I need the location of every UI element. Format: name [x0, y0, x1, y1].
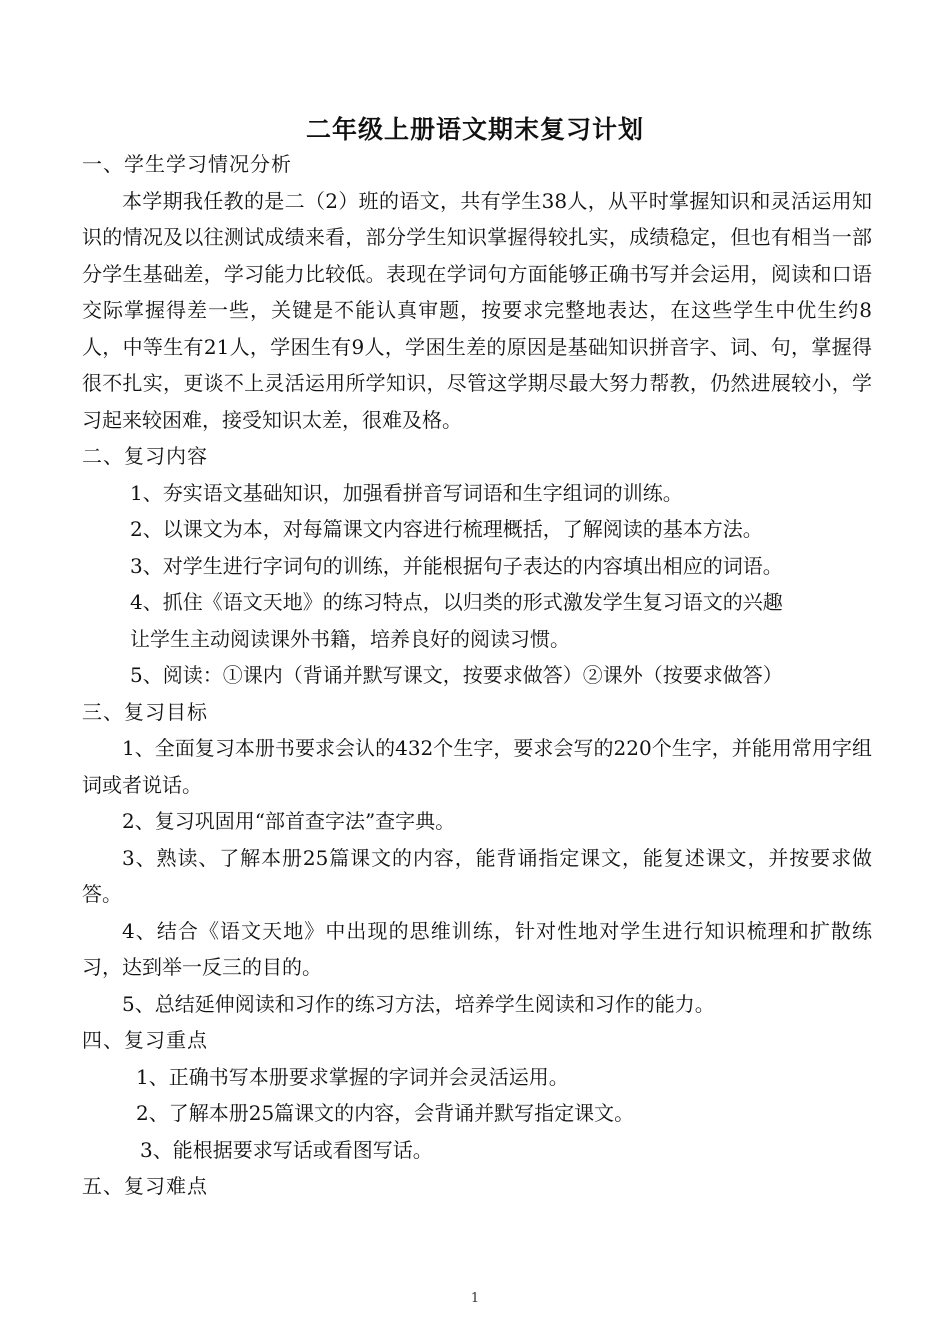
- content-item-2: 2、以课文为本，对每篇课文内容进行梳理概括，了解阅读的基本方法。: [130, 517, 763, 541]
- section-heading-content: 二、复习内容: [82, 444, 208, 468]
- goal-item-4: 4、结合《语文天地》中出现的思维训练，针对性地对学生进行知识梳理和扩散练习，达到举一反三的目的。: [82, 918, 872, 979]
- key-point-item-3: 3、能根据要求写话或看图写话。: [140, 1137, 433, 1162]
- page-number: 1: [470, 1291, 480, 1306]
- content-item-3: 3、对学生进行字词句的训练，并能根据句子表达的内容填出相应的词语。: [130, 553, 783, 578]
- goal-item-3: 3、熟读、了解本册25篇课文的内容，能背诵指定课文，能复述课文，并按要求做答。: [82, 845, 872, 906]
- key-point-item-2: 2、了解本册25篇课文的内容，会背诵并默写指定课文。: [136, 1101, 635, 1125]
- document-body: [82, 146, 872, 1205]
- content-item-1: 1、夯实语文基础知识，加强看拼音写词语和生字组词的训练。: [130, 480, 683, 505]
- analysis-paragraph: 本学期我任教的是二（2）班的语文，共有学生38人，从平时掌握知识和灵活运用知识的情况及以往测试成绩来看，部分学生知识掌握得较扎实，成绩稳定，但也有相当一部分学生基础差，学习能力比较低。表现在学词句方面能够正确书写并会运用，阅读和口语交际掌握得差一些，关键是不能认真审题，按要求完整地表达，在这些学生中优生约8人，中等生有21人，学困生有9人，学困生差的原因是基础知识拼音字、词、句，掌握得很不扎实，更谈不上灵活运用所学知识，尽管这学期尽最大努力帮教，仍然进展较小，学习起来较困难，接受知识太差，很难及格。: [82, 188, 872, 432]
- section-heading-analysis: 一、学生学习情况分析: [82, 152, 292, 176]
- key-point-item-1: 1、正确书写本册要求掌握的字词并会灵活运用。: [136, 1064, 569, 1089]
- content-item-4-continued: 让学生主动阅读课外书籍，培养良好的阅读习惯。: [130, 626, 570, 651]
- goal-item-2: 2、复习巩固用“部首查字法”查字典。: [122, 809, 456, 833]
- goal-item-5: 5、总结延伸阅读和习作的练习方法，培养学生阅读和习作的能力。: [122, 991, 715, 1016]
- section-heading-key-points: 四、复习重点: [82, 1028, 208, 1052]
- content-item-5: 5、阅读：①课内（背诵并默写课文，按要求做答）②课外（按要求做答）: [130, 663, 783, 687]
- content-item-4: 4、抓住《语文天地》的练习特点，以归类的形式激发学生复习语文的兴趣: [130, 590, 783, 614]
- goal-item-1: 1、全面复习本册书要求会认的432个生字，要求会写的220个生字，并能用常用字组词或者说话。: [82, 736, 872, 797]
- section-heading-difficulties: 五、复习难点: [82, 1174, 208, 1198]
- document-title: 二年级上册语文期末复习计划: [305, 115, 644, 144]
- section-heading-goals: 三、复习目标: [82, 699, 208, 724]
